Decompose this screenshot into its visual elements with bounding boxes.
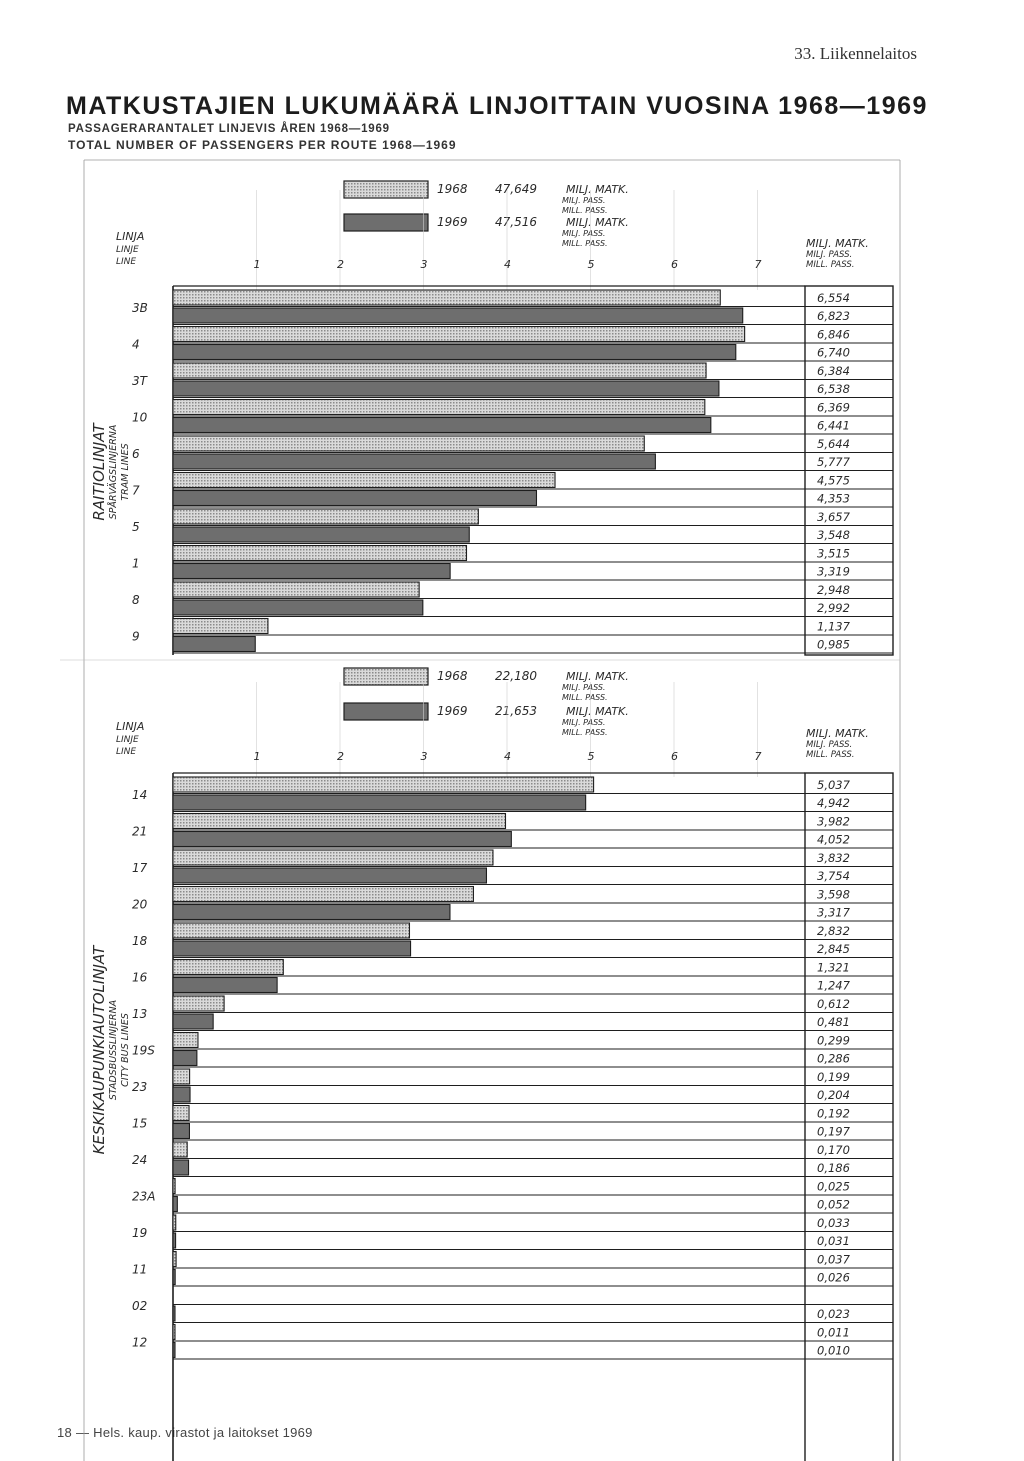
section-label: STADSBUSSLINJERNA: [108, 999, 119, 1101]
bar-1968-line-16: [173, 960, 283, 975]
bar-1969-line-9: [173, 637, 255, 652]
legend-total-1969: 47,516: [495, 215, 537, 229]
value-1969-line-10: 6,441: [817, 418, 850, 433]
value-1969-line-23: 0,204: [817, 1088, 850, 1102]
line-label-21: 21: [132, 824, 148, 839]
bar-1968-line-18: [173, 923, 409, 938]
bar-1968-line-23: [173, 1069, 190, 1084]
bar-1968-line-19S: [173, 1033, 198, 1048]
bar-1968-line-3T: [173, 363, 706, 378]
value-header: MILJ. PASS.: [806, 740, 853, 750]
value-1968-line-4: 6,846: [817, 327, 850, 342]
line-label-20: 20: [132, 897, 148, 912]
value-1968-line-21: 3,982: [817, 814, 850, 829]
bar-1969-line-17: [173, 868, 486, 883]
bar-1969-line-24: [173, 1160, 189, 1175]
bar-1968-line-19: [173, 1215, 176, 1230]
line-label-17: 17: [132, 861, 148, 875]
chart-subtitle-english: TOTAL NUMBER OF PASSENGERS PER ROUTE 1968—1969: [68, 138, 457, 152]
section-label: RAITIOLINJAT: [90, 423, 108, 521]
legend-unit-label: MILL. PASS.: [562, 206, 608, 215]
legend-unit-label: MILJ. MATK.: [566, 183, 629, 196]
value-1968-line-8: 2,948: [817, 583, 850, 597]
bar-1968-line-14: [173, 777, 594, 792]
legend-total-1968: 22,180: [495, 669, 537, 683]
legend-total-1968: 47,649: [495, 182, 537, 196]
bar-1969-line-11: [173, 1270, 175, 1285]
value-1968-line-14: 5,037: [817, 778, 850, 792]
bar-1969-line-3T: [173, 381, 719, 396]
bar-1968-line-9: [173, 619, 268, 634]
value-header: MILJ. MATK.: [806, 727, 869, 740]
bar-1969-line-1: [173, 564, 450, 579]
bar-1969-line-20: [173, 905, 450, 920]
value-1968-line-19: 0,033: [817, 1216, 850, 1230]
bar-1968-line-5: [173, 509, 478, 524]
bar-1969-line-19S: [173, 1051, 197, 1066]
bar-1968-line-10: [173, 400, 705, 415]
value-1968-line-3T: 6,384: [817, 364, 850, 378]
bar-1969-line-6: [173, 454, 655, 469]
value-1969-line-13: 0,481: [817, 1015, 850, 1029]
x-tick-label: 1: [253, 258, 261, 271]
value-header: MILJ. PASS.: [806, 250, 853, 260]
bar-1968-line-12: [173, 1325, 175, 1340]
bar-1969-line-4: [173, 345, 736, 360]
section-label: TRAM LINES: [120, 443, 131, 501]
chapter-heading: 33. Liikennelaitos: [794, 44, 917, 63]
line-label-11: 11: [132, 1262, 148, 1277]
section-label: KESKIKAUPUNKIAUTOLINJAT: [90, 945, 108, 1155]
value-1969-line-8: 2,992: [817, 601, 850, 615]
bar-1969-line-12: [173, 1343, 175, 1358]
x-tick-label: 3: [420, 258, 428, 271]
legend-year-1968: 1968: [437, 669, 468, 683]
value-1968-line-3B: 6,554: [817, 291, 850, 305]
bar-1969-line-23: [173, 1087, 190, 1102]
bar-1969-line-5: [173, 527, 469, 542]
bar-1969-line-3B: [173, 308, 743, 323]
legend-unit-label: MILL. PASS.: [562, 239, 608, 248]
line-label-1: 1: [132, 556, 140, 571]
page-footer: 18 — Hels. kaup. virastot ja laitokset 1969: [57, 1425, 313, 1440]
line-label-19S: 19S: [132, 1043, 155, 1058]
value-1969-line-18: 2,845: [817, 942, 850, 956]
x-tick-label: 4: [504, 750, 511, 763]
value-1968-line-5: 3,657: [817, 510, 850, 524]
bar-1968-line-13: [173, 996, 224, 1011]
x-tick-label: 7: [754, 750, 762, 763]
value-1969-line-02: 0,023: [817, 1307, 850, 1321]
value-1969-line-20: 3,317: [817, 905, 850, 920]
x-tick-label: 5: [587, 258, 595, 271]
value-1969-line-16: 1,247: [817, 978, 850, 993]
bar-1968-line-17: [173, 850, 493, 865]
x-tick-label: 2: [337, 750, 344, 763]
bar-1968-line-7: [173, 473, 555, 488]
legend-swatch-1968: [344, 668, 428, 685]
value-1969-line-19: 0,031: [817, 1234, 850, 1248]
legend-unit-label: MILL. PASS.: [562, 693, 608, 702]
line-label-15: 15: [132, 1116, 148, 1131]
line-label-23A: 23A: [132, 1189, 156, 1204]
line-label-12: 12: [132, 1335, 148, 1350]
bar-1968-line-3B: [173, 290, 720, 305]
legend-unit-label: MILJ. MATK.: [566, 216, 629, 229]
value-1968-line-7: 4,575: [817, 473, 850, 488]
value-1969-line-1: 3,319: [817, 564, 850, 579]
section-label: SPÅRVÄGSLINJERNA: [108, 424, 119, 520]
value-1969-line-21: 4,052: [817, 832, 850, 847]
line-label-4: 4: [132, 337, 140, 352]
value-1969-line-19S: 0,286: [817, 1051, 850, 1066]
bar-1969-line-19: [173, 1233, 176, 1248]
value-1969-line-9: 0,985: [817, 637, 850, 652]
bar-1968-line-21: [173, 814, 505, 829]
line-label-3B: 3B: [132, 301, 148, 315]
x-tick-label: 6: [671, 258, 678, 271]
line-label-24: 24: [132, 1153, 148, 1167]
value-1968-line-24: 0,170: [817, 1143, 850, 1157]
chart-title: MATKUSTAJIEN LUKUMÄÄRÄ LINJOITTAIN VUOSINA 1968—1969: [66, 92, 928, 120]
value-1969-line-6: 5,777: [817, 455, 850, 469]
value-1969-line-12: 0,010: [817, 1343, 850, 1358]
line-header: LINE: [116, 257, 137, 267]
legend-swatch-1969: [344, 703, 428, 720]
value-1969-line-7: 4,353: [817, 491, 850, 506]
value-1969-line-3B: 6,823: [817, 309, 850, 323]
bar-1968-line-20: [173, 887, 473, 902]
value-1968-line-20: 3,598: [817, 887, 850, 902]
bar-1968-line-15: [173, 1106, 189, 1121]
legend-unit-label: MILL. PASS.: [562, 728, 608, 737]
value-1968-line-19S: 0,299: [817, 1033, 850, 1048]
legend-unit-label: MILJ. PASS.: [562, 683, 606, 692]
value-1968-line-9: 1,137: [817, 619, 850, 634]
line-label-6: 6: [132, 447, 140, 461]
value-header: MILL. PASS.: [806, 260, 855, 270]
bar-1969-line-13: [173, 1014, 213, 1029]
line-label-8: 8: [132, 593, 140, 607]
section-label-group: [90, 422, 131, 521]
line-label-23: 23: [132, 1080, 148, 1094]
legend-unit-label: MILJ. MATK.: [566, 670, 629, 683]
line-label-9: 9: [132, 629, 140, 644]
value-1968-line-18: 2,832: [817, 924, 850, 938]
bar-1969-line-18: [173, 941, 411, 956]
x-tick-label: 5: [587, 750, 595, 763]
line-label-02: 02: [132, 1299, 148, 1313]
x-tick-label: 4: [504, 258, 511, 271]
value-1969-line-4: 6,740: [817, 345, 850, 360]
legend-unit-label: MILJ. PASS.: [562, 196, 606, 205]
line-header: LINJE: [116, 735, 139, 745]
bar-1968-line-4: [173, 327, 745, 342]
line-label-14: 14: [132, 788, 148, 802]
legend-year-1969: 1969: [437, 215, 468, 229]
bar-1969-line-23A: [173, 1197, 177, 1212]
bar-1969-line-10: [173, 418, 711, 433]
legend-year-1968: 1968: [437, 182, 468, 196]
value-1968-line-16: 1,321: [817, 960, 850, 975]
value-1968-line-23: 0,199: [817, 1070, 850, 1084]
legend-unit-label: MILJ. PASS.: [562, 718, 606, 727]
value-1968-line-13: 0,612: [817, 997, 850, 1011]
x-tick-label: 1: [253, 750, 261, 763]
bar-1968-line-6: [173, 436, 644, 451]
value-1968-line-1: 3,515: [817, 546, 850, 561]
bar-1968-line-8: [173, 582, 419, 597]
legend-swatch-1969: [344, 214, 428, 231]
line-label-10: 10: [132, 410, 148, 425]
legend-total-1969: 21,653: [495, 704, 537, 718]
value-1968-line-12: 0,011: [817, 1325, 850, 1340]
value-1969-line-17: 3,754: [817, 869, 850, 883]
value-1968-line-10: 6,369: [817, 400, 850, 415]
bar-1968-line-1: [173, 546, 467, 561]
line-header: LINJA: [116, 230, 145, 243]
section-label-group: [90, 944, 131, 1154]
bar-1969-line-16: [173, 978, 277, 993]
value-1968-line-11: 0,037: [817, 1252, 850, 1267]
line-label-5: 5: [132, 520, 140, 534]
legend-unit-label: MILJ. PASS.: [562, 229, 606, 238]
line-label-7: 7: [132, 483, 140, 498]
value-1968-line-15: 0,192: [817, 1106, 850, 1121]
bar-1968-line-24: [173, 1142, 187, 1157]
line-label-16: 16: [132, 970, 148, 985]
line-label-3T: 3T: [132, 374, 147, 388]
line-label-13: 13: [132, 1007, 148, 1021]
line-header: LINE: [116, 747, 137, 757]
legend-year-1969: 1969: [437, 704, 468, 718]
bar-1969-line-15: [173, 1124, 189, 1139]
value-1969-line-5: 3,548: [817, 528, 850, 542]
value-1969-line-23A: 0,052: [817, 1197, 850, 1212]
bar-1969-line-8: [173, 600, 423, 615]
legend-swatch-1968: [344, 181, 428, 198]
bar-1969-line-21: [173, 832, 511, 847]
bar-1969-line-02: [173, 1306, 175, 1321]
value-1968-line-6: 5,644: [817, 437, 850, 451]
value-header: MILL. PASS.: [806, 750, 855, 760]
chart-subtitle-swedish: PASSAGERARANTALET LINJEVIS ÅREN 1968—1969: [68, 123, 390, 135]
value-1969-line-3T: 6,538: [817, 382, 850, 396]
bar-1969-line-7: [173, 491, 536, 506]
x-tick-label: 6: [671, 750, 678, 763]
value-1968-line-17: 3,832: [817, 851, 850, 865]
legend-unit-label: MILJ. MATK.: [566, 705, 629, 718]
section-label: CITY BUS LINES: [120, 1013, 131, 1087]
x-tick-label: 2: [337, 258, 344, 271]
bar-1968-line-11: [173, 1252, 176, 1267]
x-tick-label: 7: [754, 258, 762, 271]
value-1969-line-11: 0,026: [817, 1270, 850, 1285]
line-header: LINJE: [116, 245, 139, 255]
x-tick-label: 3: [420, 750, 428, 763]
value-1969-line-24: 0,186: [817, 1161, 850, 1175]
value-header: MILJ. MATK.: [806, 237, 869, 250]
bar-1969-line-14: [173, 795, 586, 810]
value-1968-line-23A: 0,025: [817, 1179, 850, 1194]
value-1969-line-15: 0,197: [817, 1124, 850, 1139]
value-1969-line-14: 4,942: [817, 796, 850, 810]
line-label-19: 19: [132, 1226, 148, 1240]
line-header: LINJA: [116, 720, 145, 733]
line-label-18: 18: [132, 934, 148, 948]
bar-1968-line-23A: [173, 1179, 175, 1194]
